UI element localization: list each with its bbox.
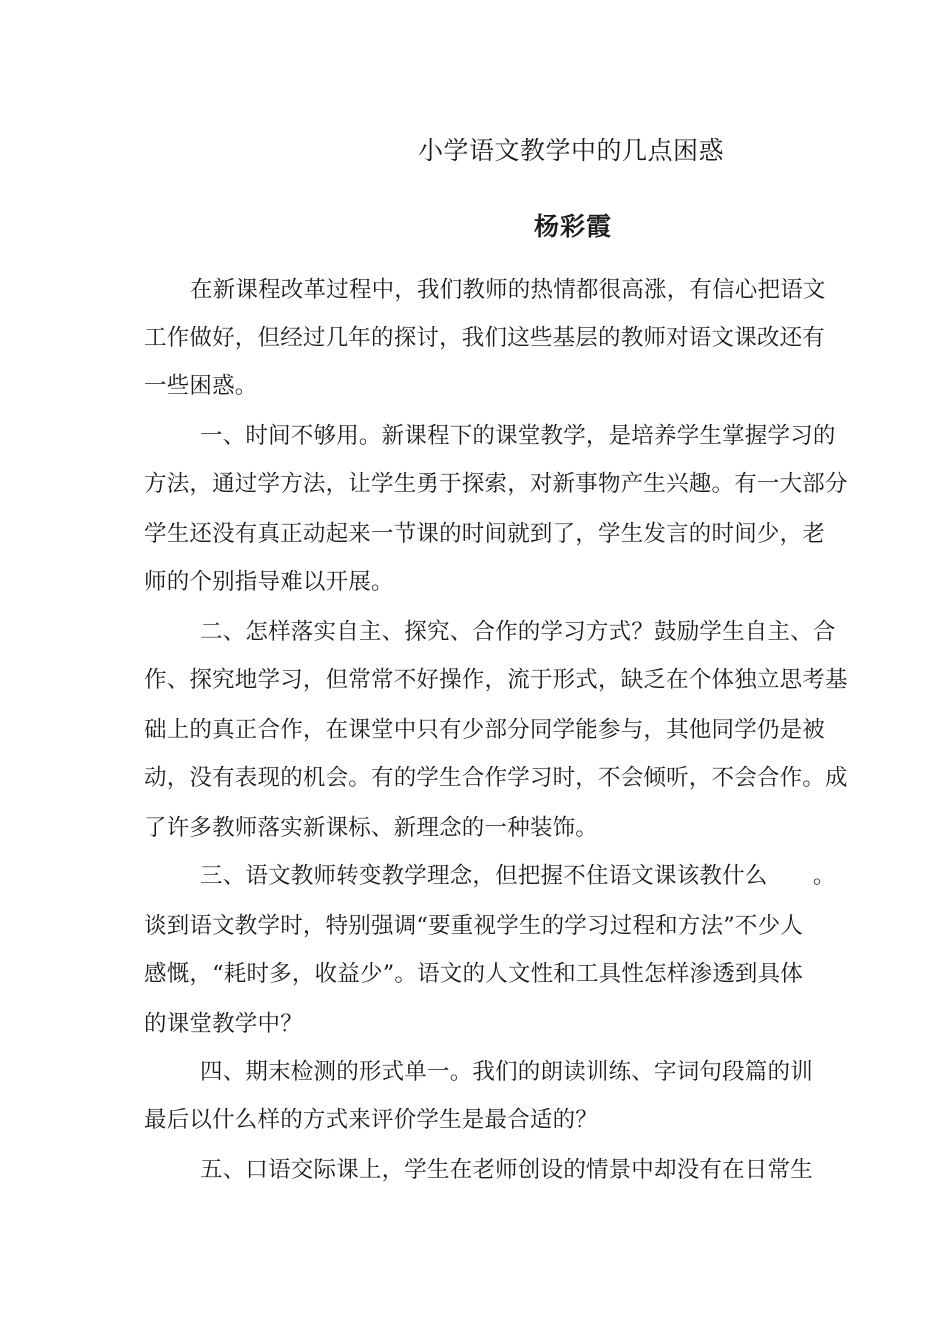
paragraph-line: 师的个别指导难以开展。 [144,569,394,595]
paragraph-line: 动，没有表现的机会。有的学生合作学习时，不会倾听，不会合作。成 [144,765,848,791]
paragraph-line: 了许多教师落实新课标、新理念的一种装饰。 [144,815,599,841]
paragraph-line: 感慨，“耗时多，收益少”。语文的人文性和工具性怎样渗透到具体 [144,961,804,987]
paragraph-line: 二、怎样落实自主、探究、合作的学习方式？鼓励学生自主、合 [200,619,836,645]
document-author: 杨彩霞 [534,212,613,241]
paragraph-line: 工作做好，但经过几年的探讨，我们这些基层的教师对语文课改还有 [144,325,826,351]
paragraph-line: 五、口语交际课上，学生在老师创设的情景中却没有在日常生 [200,1157,813,1183]
paragraph-line: 四、期末检测的形式单一。我们的朗读训练、字词句段篇的训 [200,1059,813,1085]
paragraph-line: 学生还没有真正动起来一节课的时间就到了，学生发言的时间少，老 [144,521,826,547]
paragraph-line: 础上的真正合作，在课堂中只有少部分同学能参与，其他同学仍是被 [144,717,826,743]
document-title: 小学语文教学中的几点困惑 [418,136,725,165]
paragraph-line: 在新课程改革过程中，我们教师的热情都很高涨，有信心把语文 [190,277,826,303]
paragraph-line: 一、时间不够用。新课程下的课堂教学，是培养学生掌握学习的 [200,423,836,449]
paragraph-line: 一些困惑。 [144,373,258,399]
paragraph-line: 方法，通过学方法，让学生勇于探索，对新事物产生兴趣。有一大部分 [144,471,848,497]
paragraph-line: 最后以什么样的方式来评价学生是最合适的？ [144,1107,599,1133]
paragraph-line: 谈到语文教学时，特别强调“要重视学生的学习过程和方法”不少人 [144,913,804,939]
paragraph-line: 三、语文教师转变教学理念，但把握不住语文课该教什么 。 [200,863,836,889]
paragraph-line: 作、探究地学习，但常常不好操作，流于形式，缺乏在个体独立思考基 [144,667,848,693]
paragraph-line: 的课堂教学中？ [144,1011,303,1037]
